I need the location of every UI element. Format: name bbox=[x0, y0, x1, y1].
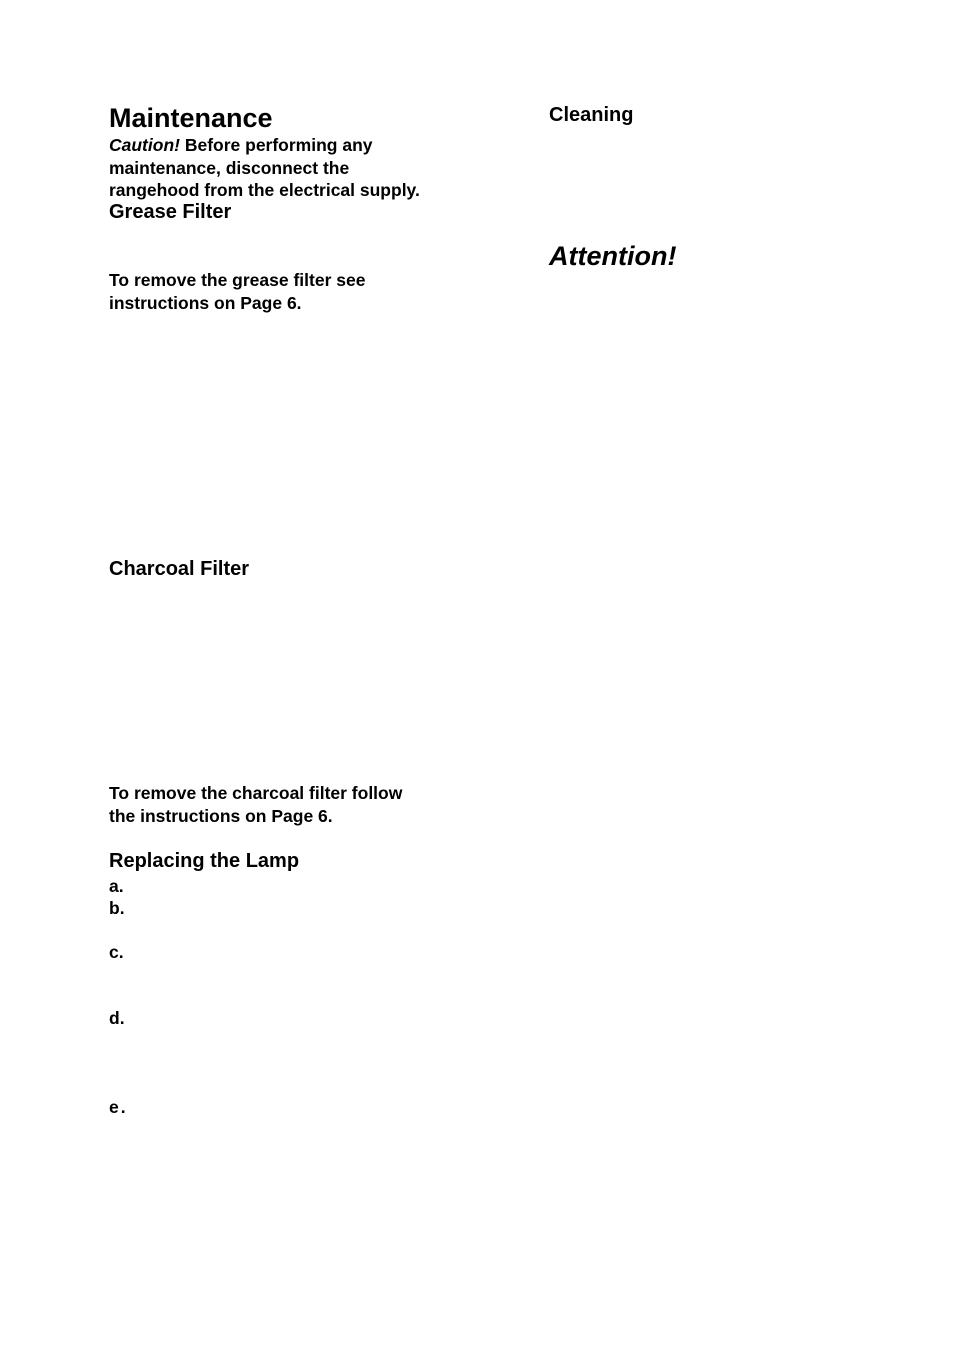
attention-heading: Attention! bbox=[549, 241, 677, 271]
maintenance-title: Maintenance bbox=[109, 103, 273, 133]
lamp-step-c: c. bbox=[109, 942, 124, 962]
grease-filter-line-1: To remove the grease filter see bbox=[109, 270, 366, 290]
charcoal-filter-heading: Charcoal Filter bbox=[109, 558, 250, 580]
grease-filter-heading: Grease Filter bbox=[109, 201, 232, 223]
caution-line-1 bbox=[109, 134, 420, 157]
grease-filter-paragraph bbox=[109, 269, 365, 314]
lamp-step-d: d. bbox=[109, 1008, 125, 1028]
grease-filter-line-2: instructions on Page 6. bbox=[109, 292, 302, 313]
lamp-step-e: e. bbox=[109, 1097, 128, 1117]
lamp-step-a: a. bbox=[109, 876, 124, 896]
caution-paragraph bbox=[109, 134, 420, 202]
cleaning-heading: Cleaning bbox=[549, 104, 634, 126]
charcoal-filter-paragraph bbox=[109, 782, 402, 827]
charcoal-filter-line-2: the instructions on Page 6. bbox=[109, 805, 333, 826]
replacing-lamp-heading: Replacing the Lamp bbox=[109, 850, 300, 872]
charcoal-filter-line-1: To remove the charcoal filter follow bbox=[109, 783, 403, 803]
caution-label: Caution! bbox=[109, 135, 180, 155]
lamp-step-b: b. bbox=[109, 898, 125, 918]
caution-line-2: maintenance, disconnect the bbox=[109, 157, 350, 178]
caution-text-1: Before performing any bbox=[179, 135, 373, 155]
caution-line-3: rangehood from the electrical supply. bbox=[109, 180, 420, 200]
